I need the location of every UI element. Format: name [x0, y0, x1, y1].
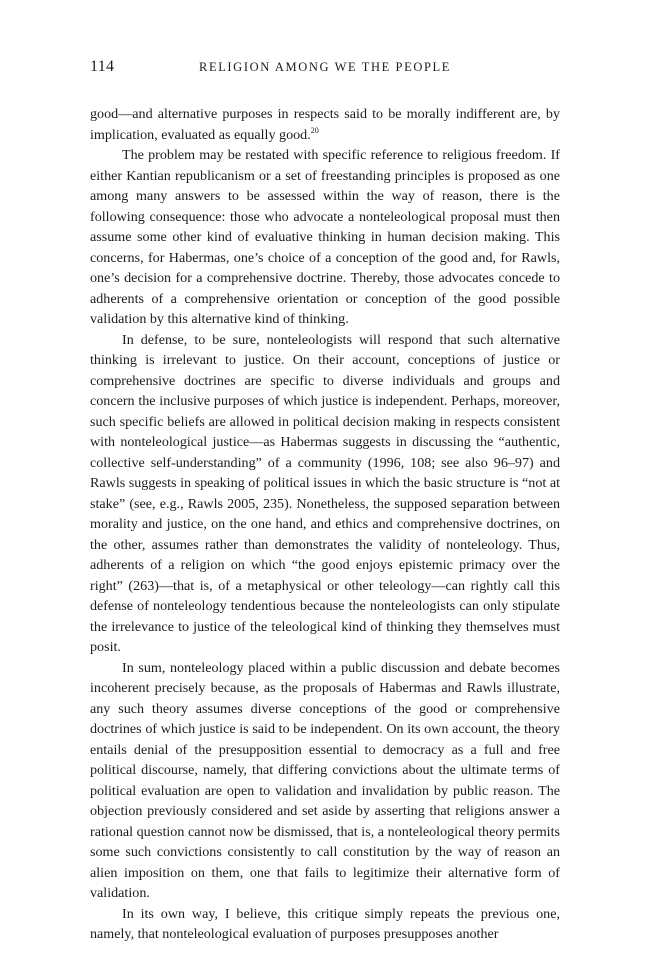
running-head — [90, 58, 560, 80]
paragraph-continued — [90, 104, 560, 145]
body-text — [90, 104, 560, 945]
footnote-reference: 20 — [310, 125, 319, 135]
page-number: 114 — [90, 58, 115, 75]
paragraph: In its own way, I believe, this critique simply repeats the previous one, namely, that nonteleological evaluation of purposes presupposes another — [90, 905, 560, 942]
paragraph: In sum, nonteleology placed within a public discussion and debate becomes incoherent precisely because, as the proposals of Habermas and Rawls illustrate, any such theory assumes diverse conceptions of the good or comprehensive doctrines of which justice is said to be independent. On its own account, the theory entails denial of the presupposition essential to democracy as a full and free political discourse, namely, that differing convictions about the ultimate terms of political evaluation are open to validation and invalidation by public reason. The objection previously considered and set aside by asserting that religions answer a rational question cannot now be dismissed, that is, a nonteleological theory permits some such convictions consistently to call constitution by the way of reason an alien imposition on them, one that fails to legitimize their alternative form of validation. — [90, 659, 560, 901]
paragraph: In defense, to be sure, nonteleologists will respond that such alternative thinking is irrelevant to justice. On their account, conceptions of justice or comprehensive doctrines are specific to diverse individuals and groups and concern the inclusive purposes of which justice is independent. Perhaps, moreover, such specific beliefs are allowed in political decision making in respects consistent with nonteleological justice—as Habermas suggests in discussing the “authentic, collective self-understanding” of a community (1996, 108; see also 96–97) and Rawls suggests in speaking of political issues in which the basic structure is “not at stake” (see, e.g., Rawls 2005, 235). Nonetheless, the supposed separation between morality and justice, on the one hand, and ethics and comprehensive doctrines, on the other, assumes rather than demonstrates the validity of nonteleology. Thus, adherents of a religion on which “the good enjoys epistemic primacy over the right” (263)—that is, of a metaphysical or other teleology—can rightly call this defense of nonteleology tendentious because the nonteleologists can only stipulate the irrelevance to justice of the teleological kind of thinking they themselves must posit. — [90, 331, 560, 655]
paragraph-text: good—and alternative purposes in respects said to be morally indifferent are, by implication, evaluated as equally good. — [90, 106, 560, 143]
running-title: RELIGION AMONG WE THE PEOPLE — [199, 60, 451, 74]
paragraph: The problem may be restated with specific reference to religious freedom. If either Kantian republicanism or a set of freestanding principles is proposed as one among many answers to be assessed within the way of reason, there is the following consequence: those who advocate a nonteleological proposal must then assume some other kind of evaluative thinking in human decision making. This concerns, for Habermas, one’s choice of a conception of the good and, for Rawls, one’s decision for a comprehensive doctrine. Thereby, those advocates concede to adherents of a comprehensive orientation or conception of the good possible validation by this alternative kind of thinking. — [90, 147, 560, 327]
